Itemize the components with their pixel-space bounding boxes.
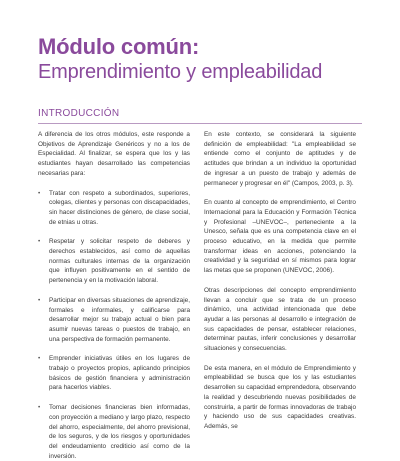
bullet-icon: • xyxy=(38,189,41,197)
bullet-icon: • xyxy=(38,355,41,363)
body-paragraph: De esta manera, en el módulo de Emprendimiento y empleabilidad se busca que los y las estudiantes desarrollen su capacidad emprendedora, observando la realidad y descubriendo nuevas posibilidades de construirla, a partir de formas innovadoras de trabajo y haciendo uso de sus capacidades creativas. Además, se xyxy=(204,364,356,430)
body-paragraph: En este contexto, se considerará la siguiente definición de empleabilidad: "La empleabilidad se entiende como el conjunto de aptitudes y de actitudes que brindan a un individuo la oportunidad de ingresar a un puesto de trabajo y además de permanecer y progresar en él" (Campos, 2003, p. 3). xyxy=(204,131,356,187)
list-item-text: Tomar decisiones financieras bien informadas, con proyección a mediano y largo plazo, respecto del ahorro, especialmente, del ahorro previsional, de los seguros, y de los riesgos y oportunidades del endeudamiento crediticio así como de la inversión. xyxy=(49,404,190,460)
section-divider xyxy=(38,123,362,124)
right-column xyxy=(204,130,356,430)
competency-list xyxy=(38,189,190,461)
bullet-icon: • xyxy=(38,296,41,304)
list-item xyxy=(38,189,190,228)
list-item-text: Participar en diversas situaciones de aprendizaje, formales e informales, y calificarse para desarrollar mejor su trabajo actual o bien para asumir nuevas tareas o puestos de trabajo, en una perspectiva de formación permanente. xyxy=(49,296,190,343)
body-paragraph: En cuanto al concepto de emprendimiento, el Centro Internacional para la Educación y Formación Técnica y Profesional –UNEVOC–, perteneciente a la Unesco, señala que es una competencia clave en el proceso educativo, en la medida que permite transformar ideas en acciones, potenciando la creatividad y la seguridad en sí mismos para lograr las metas que se proponen (UNEVOC, 2006). xyxy=(204,199,356,275)
list-item-text: Emprender iniciativas útiles en los lugares de trabajo o proyectos propios, aplicando principios básicos de gestión financiera y administración para hacerlos viables. xyxy=(49,355,190,392)
list-item xyxy=(38,403,190,461)
body-paragraph: Otras descripciones del concepto emprendimiento llevan a concluir que se trata de un proceso dinámico, una actividad intencionada que debe ayudar a las personas al desarrollo e integración de sus capacidades de pensar, establecer relaciones, determinar pautas, inferir conclusiones y desarrollar situaciones y consecuencias. xyxy=(204,286,356,353)
section-heading: INTRODUCCIÓN xyxy=(38,108,120,119)
list-item xyxy=(38,237,190,286)
left-column xyxy=(38,130,190,460)
intro-paragraph: A diferencia de los otros módulos, este responde a Objetivos de Aprendizaje Genéricos y no a los de Especialidad. Al finalizar, se espera que los y las estudiantes hayan desarrollado las competencias necesarias para: xyxy=(38,131,190,177)
page-title: Módulo común: xyxy=(38,34,200,59)
bullet-icon: • xyxy=(38,404,41,412)
bullet-icon: • xyxy=(38,238,41,246)
list-item xyxy=(38,354,190,393)
list-item-text: Respetar y solicitar respeto de deberes y derechos establecidos, así como de aquellas normas culturales internas de la organización que influyen positivamente en el sentido de pertenencia y en la motivación laboral. xyxy=(49,238,190,285)
page-subtitle: Emprendimiento y empleabilidad xyxy=(38,61,323,83)
list-item xyxy=(38,296,190,345)
list-item-text: Tratar con respeto a subordinados, superiores, colegas, clientes y personas con discapacidades, sin hacer distinciones de género, de clase social, de etnias u otras. xyxy=(49,189,190,226)
